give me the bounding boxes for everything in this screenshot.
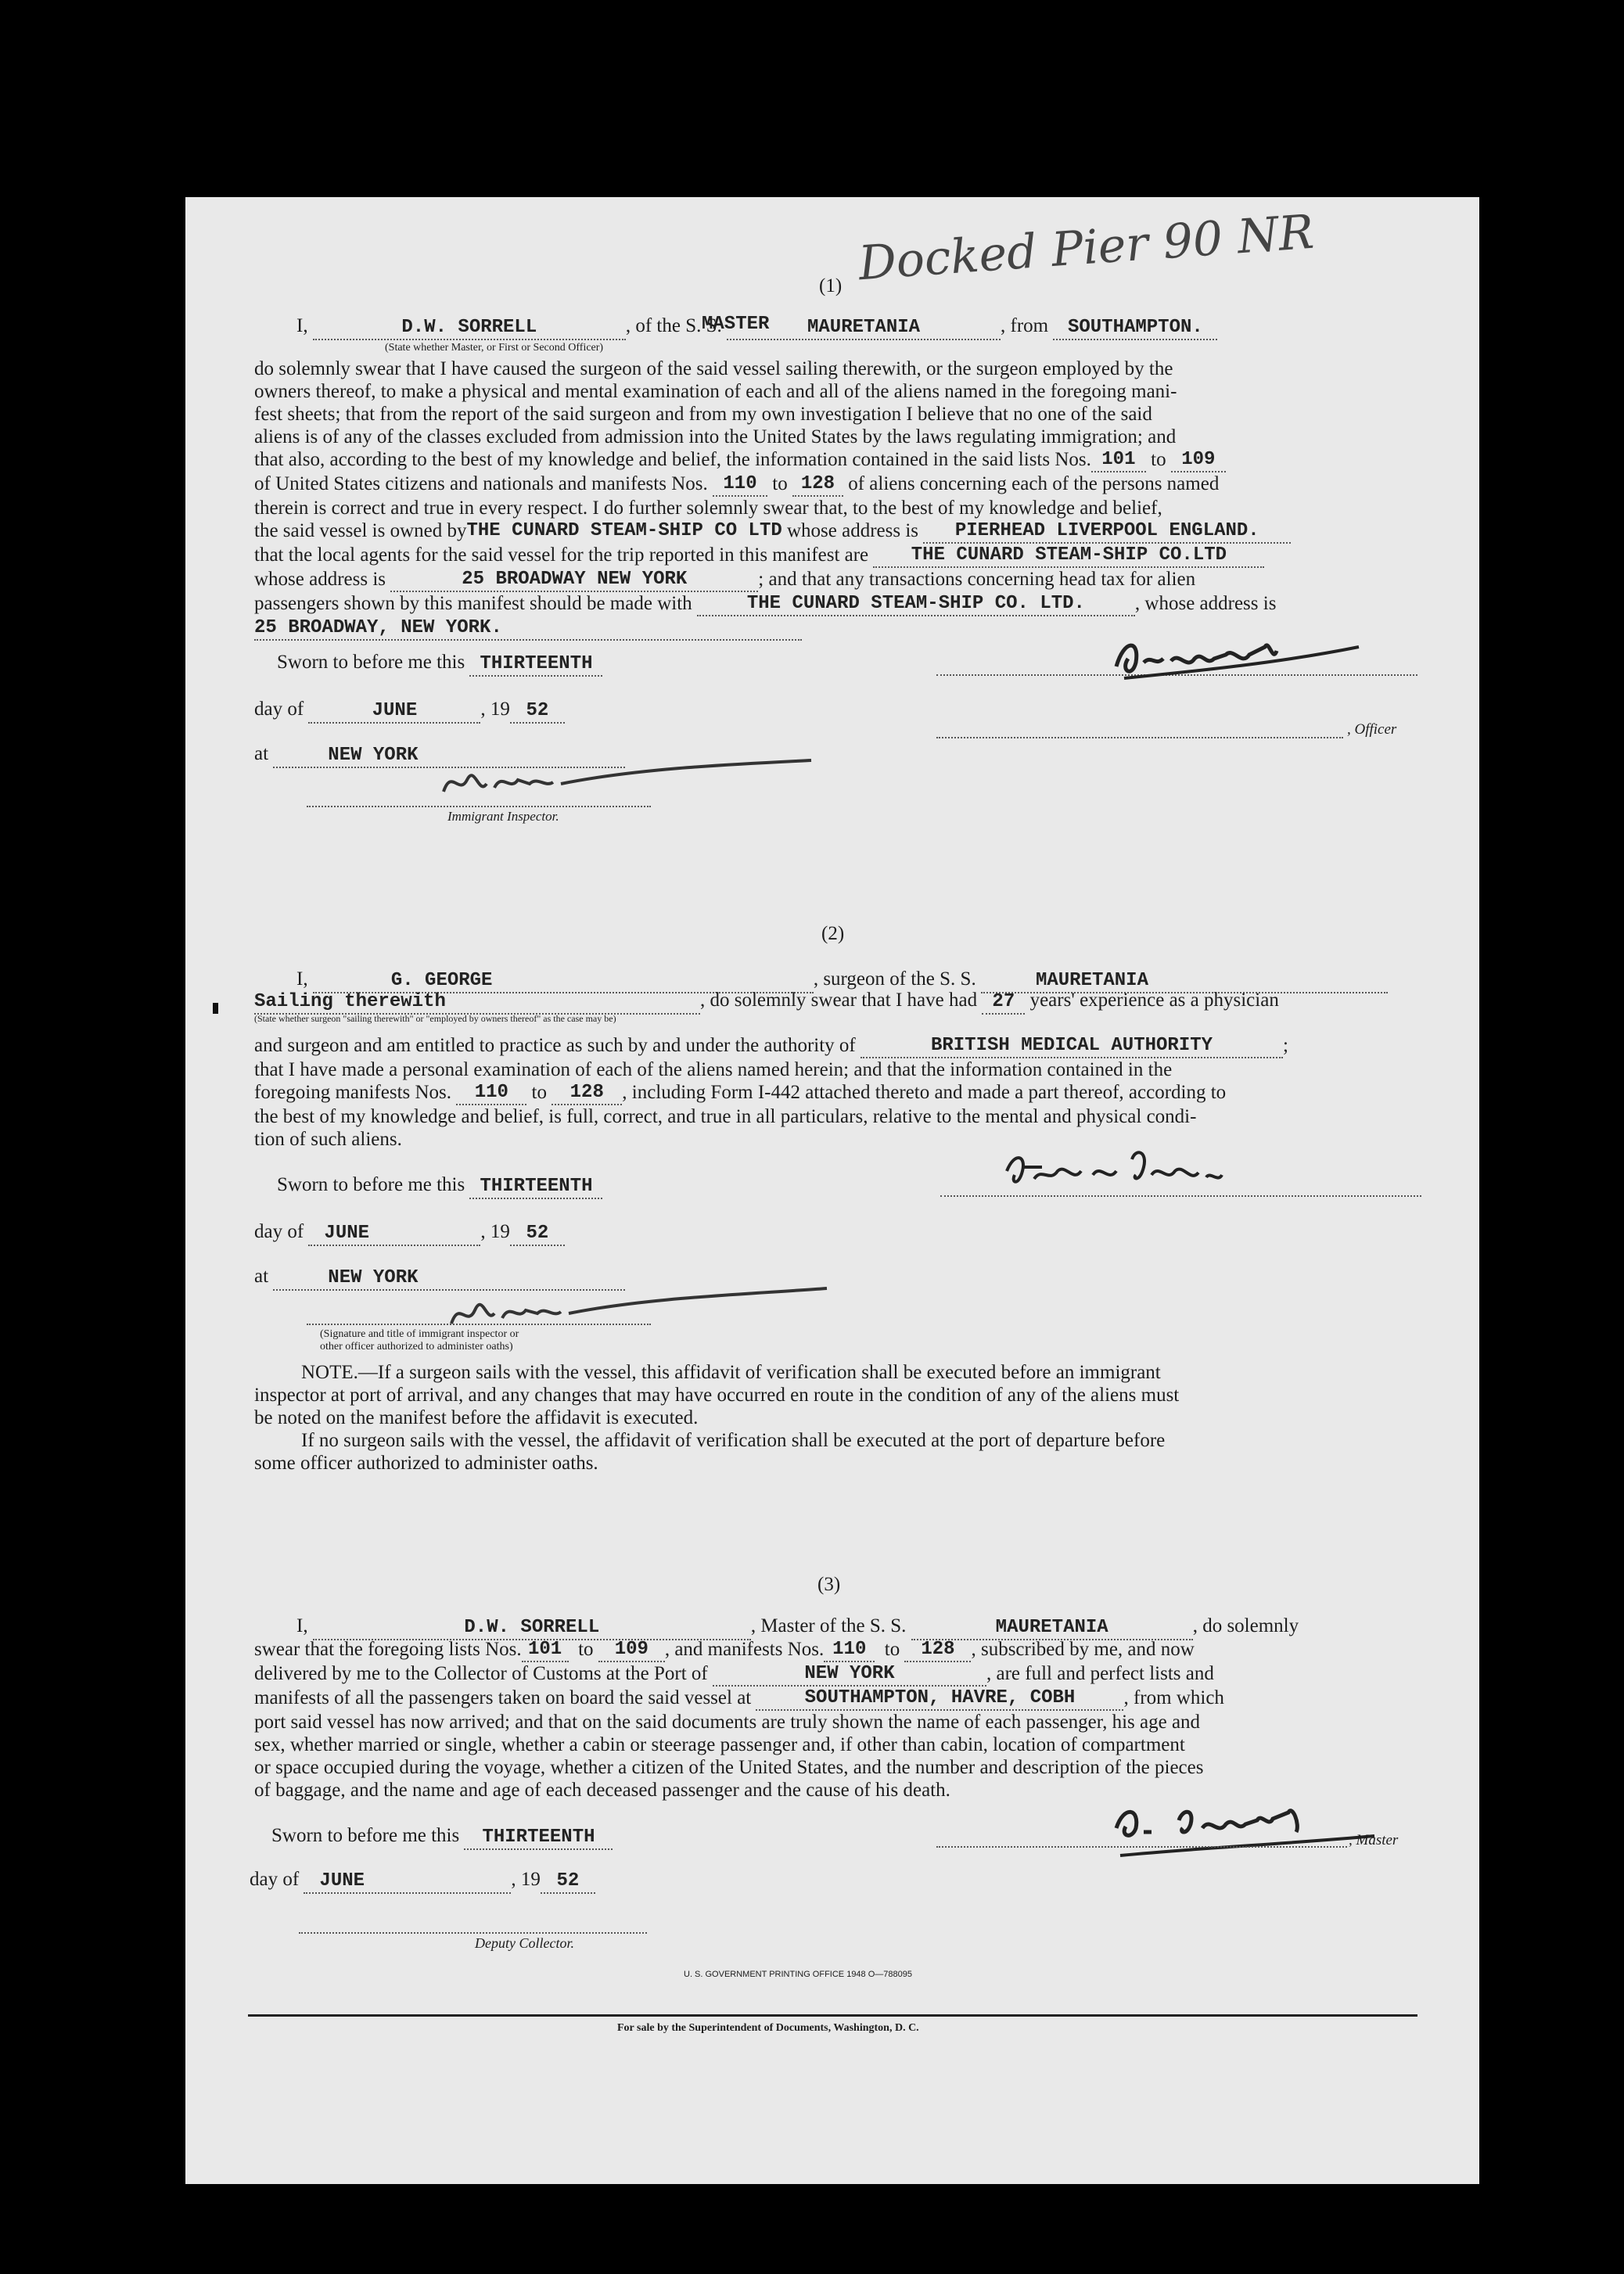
sworn-line-2: Sworn to before me this THIRTEENTH <box>277 1173 602 1199</box>
vessel-name-field-3: MAURETANIA <box>911 1616 1193 1640</box>
para-line: fest sheets; that from the report of the said surgeon and from my own investigation I believe that no one of the said <box>254 404 1152 425</box>
form-sheet <box>185 197 1479 2184</box>
inspector-signature-2 <box>444 1281 835 1335</box>
master-title-field: MASTER <box>702 314 770 335</box>
headtax-agent-field: THE CUNARD STEAM-SHIP CO. LTD. <box>697 592 1135 616</box>
note-line: If no surgeon sails with the vessel, the affidavit of verification shall be executed at the port of departure before <box>301 1430 1166 1451</box>
para-line: passengers shown by this manifest should be made with THE CUNARD STEAM-SHIP CO. LTD. , whose address is <box>254 592 1418 616</box>
manifest-to-field: 128 <box>792 472 843 497</box>
para-line: tion of such aliens. <box>254 1129 402 1150</box>
vessel-name-field-2: MAURETANIA <box>981 969 1388 993</box>
lists-from-field-3: 101 <box>522 1638 569 1662</box>
master-name-field-3: D.W. SORRELL <box>313 1616 751 1640</box>
sworn-line-3: Sworn to before me this THIRTEENTH <box>271 1824 613 1850</box>
para-line: or space occupied during the voyage, whether a citizen of the United States, and the number and description of the pieces <box>254 1757 1204 1778</box>
master-signature-3 <box>1108 1789 1390 1859</box>
owner-address-field: PIERHEAD LIVERPOOL ENGLAND. <box>923 519 1291 544</box>
inspector-signature-1 <box>436 753 827 807</box>
para-line: swear that the foregoing lists Nos. 101 to 109 , and manifests Nos. 110 to 128 , subscribed by me, and now <box>254 1638 1418 1662</box>
para-line: owners thereof, to make a physical and mental examination of each and all of the aliens named in the foregoing mani- <box>254 381 1177 402</box>
para-line: aliens is of any of the classes excluded from admission into the United States by the laws regulating immigration; and <box>254 426 1177 447</box>
note-line: NOTE.—If a surgeon sails with the vessel, this affidavit of verification shall be executed before an immigrant <box>301 1362 1161 1383</box>
officer-line <box>936 737 1343 738</box>
collector-line <box>299 1932 647 1934</box>
place-line-1: at NEW YORK <box>254 742 625 768</box>
para-line: of United States citizens and nationals and manifests Nos. 110 to 128 of aliens concerning each of the persons named <box>254 472 1418 497</box>
section1-line1: I, D.W. SORRELL , of the S. S. MAURETANIA , from SOUTHAMPTON. <box>296 314 1217 340</box>
manifest-from-field-3: 110 <box>824 1638 875 1662</box>
surgeon-signature-line <box>940 1195 1421 1197</box>
note-line: be noted on the manifest before the affidavit is executed. <box>254 1407 699 1428</box>
surgeon-status-field: Sailing therewith <box>254 990 700 1015</box>
section3-paragraph <box>254 1638 1418 1802</box>
place-field: NEW YORK <box>273 744 625 768</box>
section-number: (1) <box>819 275 843 296</box>
arrival-port-field: NEW YORK <box>713 1662 986 1687</box>
years-experience-field: 27 <box>982 990 1025 1015</box>
master-signature-line <box>936 1846 1347 1848</box>
footer-rule <box>248 2014 1417 2017</box>
status-caption: (State whether surgeon "sailing therewith" or "employed by owners thereof" as the case may be) <box>254 1013 616 1024</box>
section2-line1: I, G. GEORGE , surgeon of the S. S. MAURETANIA <box>296 968 1388 993</box>
para-line: delivered by me to the Collector of Customs at the Port of NEW YORK , are full and perfect lists and <box>254 1662 1418 1687</box>
year-field: 52 <box>510 699 565 724</box>
year-field-2: 52 <box>510 1222 565 1246</box>
para-line: that I have made a personal examination of each of the aliens named herein; and that the information contained in the <box>254 1059 1173 1080</box>
note-line: some officer authorized to administer oaths. <box>254 1453 598 1474</box>
date-line-2: day of JUNE , 19 52 <box>254 1220 565 1246</box>
para-line: therein is correct and true in every respect. I do further solemnly swear that, to the best of my knowledge and belief, <box>254 498 1162 519</box>
inspector-caption-1: Immigrant Inspector. <box>447 809 559 824</box>
date-line-1: day of JUNE , 19 52 <box>254 698 565 724</box>
handwritten-docked-note: Docked Pier 90 NR <box>857 204 1316 292</box>
para-line: port said vessel has now arrived; and that on the said documents are truly shown the name of each passenger, his age and <box>254 1712 1201 1733</box>
officer-caption: , Officer <box>1347 721 1397 738</box>
inspector-caption-2a: (Signature and title of immigrant inspector or <box>320 1328 519 1340</box>
print-office-line: U. S. GOVERNMENT PRINTING OFFICE 1948 O—788095 <box>684 1970 912 1979</box>
para-line: of baggage, and the name and age of each deceased passenger and the cause of his death. <box>254 1780 950 1801</box>
dust-speck <box>213 1003 218 1014</box>
section-number: (2) <box>821 923 845 944</box>
para-line: foregoing manifests Nos. 110 to 128 , including Form I-442 attached thereto and made a part thereof, according to <box>254 1081 1418 1105</box>
para-line: whose address is 25 BROADWAY NEW YORK ; and that any transactions concerning head tax for alien <box>254 568 1418 592</box>
para-line: the best of my knowledge and belief, is full, correct, and true in all particulars, relative to the mental and physical condi- <box>254 1106 1197 1127</box>
lists-from-field: 101 <box>1091 448 1146 472</box>
sworn-day-field-2: THIRTEENTH <box>469 1175 602 1199</box>
master-signature-1 <box>1108 623 1374 686</box>
month-field-3: JUNE <box>304 1870 511 1894</box>
embark-ports-field: SOUTHAMPTON, HAVRE, COBH <box>756 1687 1123 1711</box>
departure-port-field: SOUTHAMPTON. <box>1053 316 1217 340</box>
note-line: inspector at port of arrival, and any changes that may have occurred en route in the condition of any of the aliens must <box>254 1385 1180 1406</box>
para-line: sex, whether married or single, whether a cabin or steerage passenger and, if other than cabin, location of compartment <box>254 1734 1185 1755</box>
month-field-2: JUNE <box>308 1222 480 1246</box>
manifest-to-field-3: 128 <box>904 1638 971 1662</box>
sworn-day-field: THIRTEENTH <box>469 652 602 677</box>
place-field-2: NEW YORK <box>273 1266 625 1291</box>
section-number: (3) <box>817 1574 841 1595</box>
para-line: do solemnly swear that I have caused the surgeon of the said vessel sailing therewith, or the surgeon employed by the <box>254 358 1173 379</box>
section2-paragraph <box>254 1034 1418 1151</box>
collector-caption: Deputy Collector. <box>475 1935 574 1951</box>
lists-to-field-3: 109 <box>598 1638 665 1662</box>
manifest-from-field-2: 110 <box>456 1081 526 1105</box>
para-line: and surgeon and am entitled to practice as such by and under the authority of BRITISH MEDICAL AUTHORITY ; <box>254 1034 1418 1058</box>
surgeon-name-field: G. GEORGE <box>313 969 814 993</box>
master-name-field: D.W. SORRELL <box>313 316 626 340</box>
year-field-3: 52 <box>541 1870 595 1894</box>
inspector-caption-2b: other officer authorized to administer oaths) <box>320 1341 513 1353</box>
sworn-line-1: Sworn to before me this THIRTEENTH <box>277 651 602 677</box>
agent-field: THE CUNARD STEAM-SHIP CO.LTD <box>873 544 1264 568</box>
para-line: that the local agents for the said vessel for the trip reported in this manifest are THE CUNARD STEAM-SHIP CO.LTD <box>254 544 1418 568</box>
para-line: that also, according to the best of my knowledge and belief, the information contained in the said lists Nos. 101 to 109 <box>254 448 1418 472</box>
master-caption: , Master <box>1349 1832 1399 1848</box>
para-line: the said vessel is owned by THE CUNARD STEAM-SHIP CO LTD whose address is PIERHEAD LIVERPOOL ENGLAND. <box>254 519 1418 544</box>
section3-line1: I, D.W. SORRELL , Master of the S. S. MAURETANIA , do solemnly <box>296 1615 1299 1640</box>
title-caption: (State whether Master, or First or Second Officer) <box>385 342 604 354</box>
surgeon-signature <box>999 1140 1249 1198</box>
section1-paragraph <box>254 357 1418 641</box>
headtax-agent-address-field: 25 BROADWAY, NEW YORK. <box>254 616 802 641</box>
vessel-name-field: MAURETANIA <box>727 316 1001 340</box>
sworn-day-field-3: THIRTEENTH <box>464 1826 613 1850</box>
authority-field: BRITISH MEDICAL AUTHORITY <box>861 1034 1283 1058</box>
month-field: JUNE <box>308 699 480 724</box>
manifest-to-field-2: 128 <box>552 1081 622 1105</box>
lists-to-field: 109 <box>1171 448 1226 472</box>
manifest-from-field: 110 <box>713 472 767 497</box>
para-line: manifests of all the passengers taken on board the said vessel at SOUTHAMPTON, HAVRE, COBH , from which <box>254 1687 1418 1711</box>
owner-field: THE CUNARD STEAM-SHIP CO LTD <box>466 520 782 541</box>
date-line-3: day of JUNE , 19 52 <box>250 1868 595 1894</box>
section2-line2: Sailing therewith , do solemnly swear that I have had 27 years' experience as a physician <box>254 989 1279 1015</box>
place-line-2: at NEW YORK <box>254 1265 625 1291</box>
inspector-line-1 <box>307 806 651 807</box>
note-paragraph <box>254 1361 1418 1475</box>
for-sale-line: For sale by the Superintendent of Documents, Washington, D. C. <box>617 2022 919 2034</box>
agent-address-field: 25 BROADWAY NEW YORK <box>390 568 758 592</box>
inspector-line-2 <box>307 1324 651 1325</box>
